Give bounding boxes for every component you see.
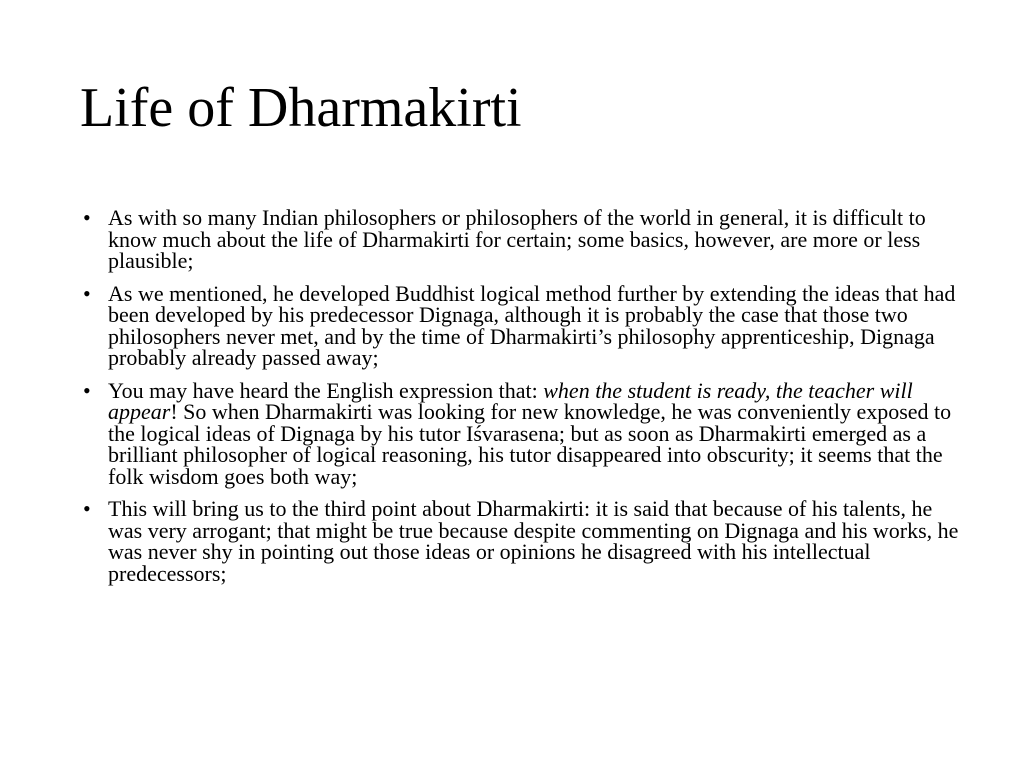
bullet-3-segment-1: You may have heard the English expression that: <box>108 377 544 403</box>
bullet-text-4 <box>108 496 958 586</box>
bullet-marker: • <box>83 496 91 521</box>
bullet-text-2 <box>108 281 955 371</box>
bullet-4-segment-1: This will bring us to the third point about Dharmakirti: it is said that because of his talents, he was very arrogant; that might be true because despite commenting on Dignaga and his works, he was never shy in pointing out those ideas or opinions he disagreed with his intellectual predecessors; <box>108 496 959 586</box>
bullet-3-segment-3: ! So when Dharmakirti was looking for new knowledge, he was conveniently exposed to the logical ideas of Dignaga by his tutor Iśvarasena; but as soon as Dharmakirti emerged as a brilliant philosopher of logical reasoning, his tutor disappeared into obscurity; it seems that the folk wisdom goes both way; <box>108 399 952 489</box>
bullet-text-1 <box>108 205 926 273</box>
bullet-item-4 <box>80 498 960 584</box>
bullet-1-segment-1: As with so many Indian philosophers or philosophers of the world in general, it is difficult to know much about the life of Dharmakirti for certain; some basics, however, are more or less plausible; <box>108 205 926 273</box>
bullet-list <box>80 207 960 595</box>
slide-title: Life of Dharmakirti <box>80 77 522 139</box>
bullet-marker: • <box>83 377 91 403</box>
bullet-text-3 <box>108 378 951 489</box>
bullet-3-italic-quote: when the student is ready, the teacher will appear <box>108 377 913 424</box>
bullet-marker: • <box>83 205 91 230</box>
bullet-item-1 <box>80 207 960 272</box>
bullet-item-3 <box>80 377 960 489</box>
bullet-marker: • <box>83 280 91 306</box>
bullet-2-segment-1: As we mentioned, he developed Buddhist logical method further by extending the ideas that had been developed by his predecessor Dignaga, although it is probably the case that those two philosophers never met, and by the time of Dharmakirti’s philosophy apprenticeship, Dignaga probably already passed away; <box>108 280 956 370</box>
bullet-item-2 <box>80 280 960 370</box>
